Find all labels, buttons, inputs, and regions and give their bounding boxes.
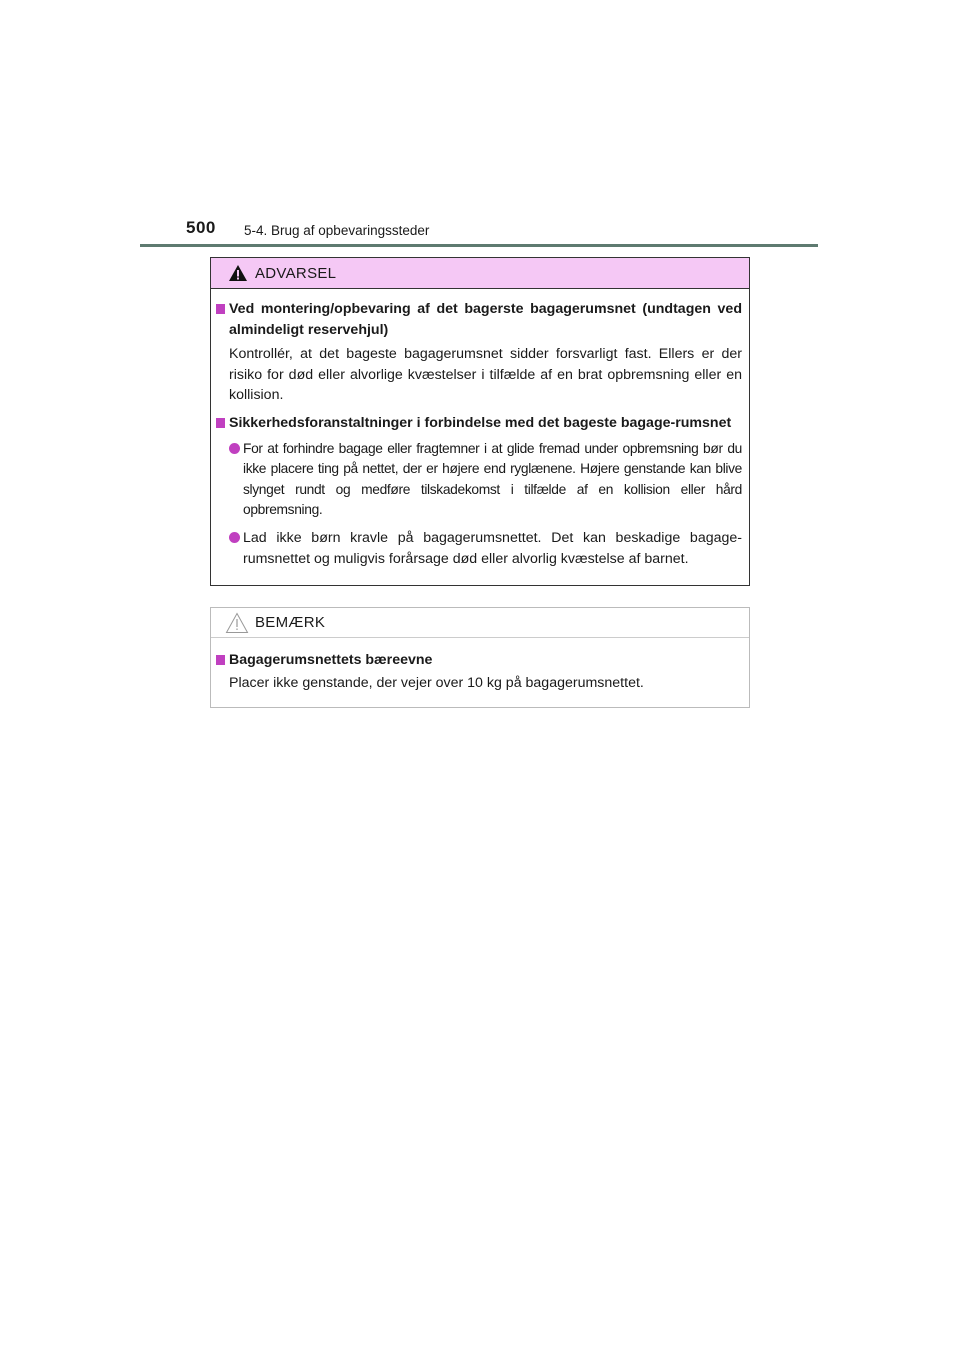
warning-bullet-2: Lad ikke børn kravle på bagagerumsnettet. Det kan beskadige bagage-rumsnettet og muligvis forårsage død eller alvorlig kvæstelse af barnet. <box>216 528 742 569</box>
notice-heading: Bagagerumsnettets bæreevne <box>216 650 742 671</box>
round-bullet-icon <box>229 443 240 454</box>
warning-icon <box>228 264 248 282</box>
round-bullet-icon <box>229 532 240 543</box>
warning-box <box>210 257 750 586</box>
caution-triangle-icon <box>225 612 249 634</box>
warning-bullet-1: For at forhindre bagage eller fragtemner i at glide fremad under opbremsning bør du ikke placere ting på nettet, der er højere end ryglænene. Højere genstande kan blive slynget rundt og medføre tilskadekomst i tilfælde af en kollision eller hård opbremsning. <box>216 439 742 521</box>
notice-box <box>210 607 750 708</box>
warning-content <box>216 299 742 569</box>
square-bullet-icon <box>216 304 225 314</box>
square-bullet-icon <box>216 418 225 428</box>
notice-body: Placer ikke genstande, der vejer over 10 kg på bagagerumsnettet. <box>229 674 644 691</box>
warning-title: ADVARSEL <box>255 265 337 282</box>
warning-heading-1: Ved montering/opbevaring af det bagerste bagagerumsnet (undtagen ved almindeligt reservehjul) <box>216 299 742 340</box>
header-rule <box>140 244 818 247</box>
square-bullet-icon <box>216 655 225 665</box>
section-title: 5-4. Brug af opbevaringssteder <box>244 223 430 238</box>
warning-heading-2: Sikkerhedsforanstaltninger i forbindelse med det bageste bagage-rumsnet <box>216 413 742 434</box>
warning-header <box>211 258 749 289</box>
notice-title: BEMÆRK <box>255 614 326 631</box>
page-header <box>186 216 818 246</box>
notice-header <box>211 608 749 638</box>
notice-content <box>216 650 742 693</box>
page-number: 500 <box>186 218 216 237</box>
warning-body-1: Kontrollér, at det bageste bagagerumsnet sidder forsvarligt fast. Ellers er der risiko for død eller alvorlige kvæstelser i tilfælde af en brat opbremsning eller en kollision. <box>229 346 742 404</box>
